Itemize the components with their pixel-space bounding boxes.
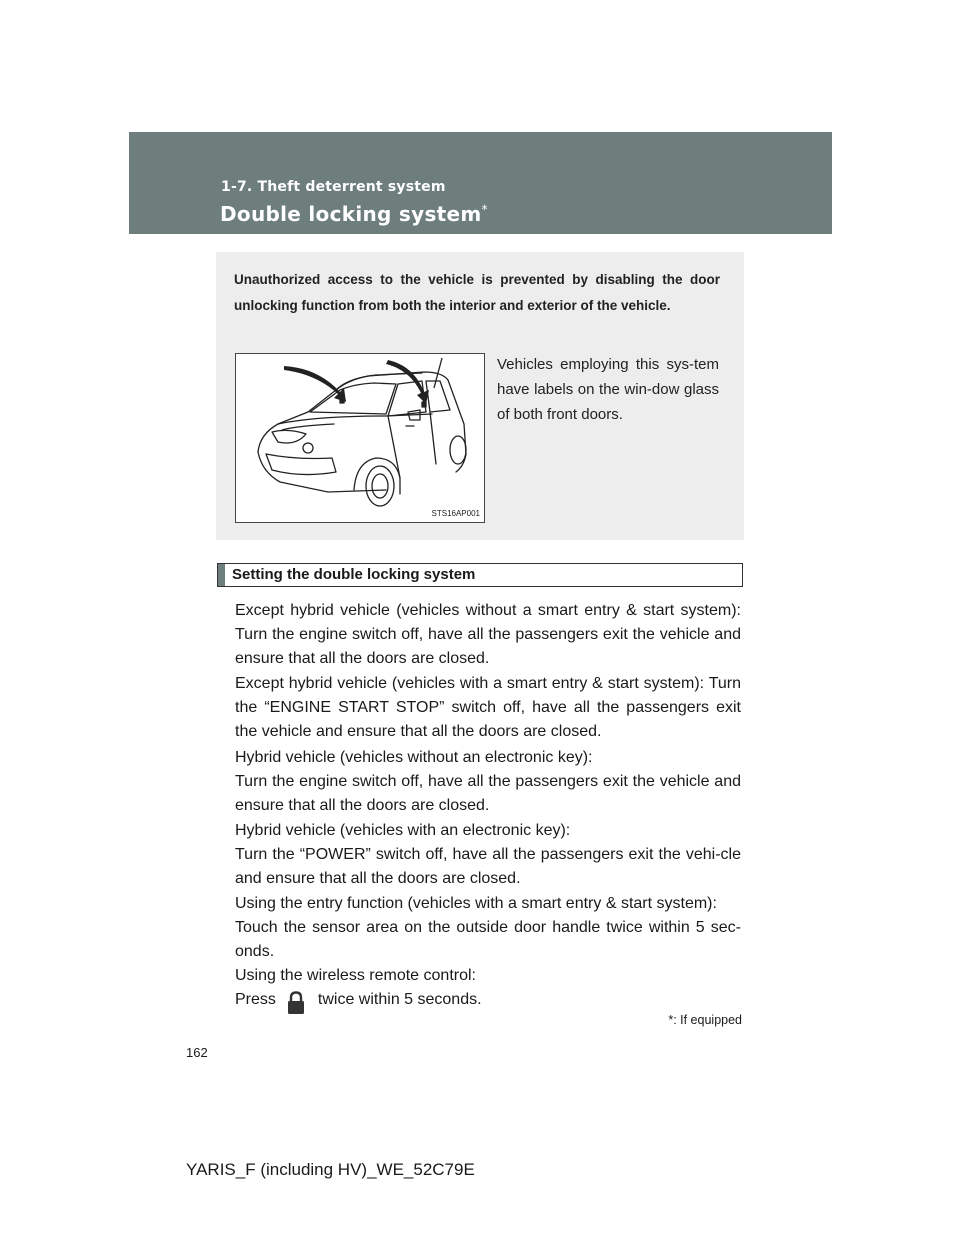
lock-icon (283, 990, 309, 1016)
paragraph-hybrid-no-key-condition: Hybrid vehicle (vehicles without an electronic key): (235, 749, 593, 766)
car-illustration (235, 353, 485, 523)
paragraph-entry-condition: Using the entry function (vehicles with a smart entry & start system): (235, 895, 717, 912)
paragraph-smart-entry: Except hybrid vehicle (vehicles with a smart entry & start system): Turn the “ENGINE START STOP” switch off, have all the passengers exit the vehicle and ensure that all the doors are closed. (235, 675, 741, 740)
intro-box (216, 252, 744, 540)
paragraph-no-smart-entry: Except hybrid vehicle (vehicles without a smart entry & start system): Turn the engine switch off, have all the passengers exit the vehicle and ensure that all the doors are closed. (235, 602, 741, 667)
paragraph-remote (235, 988, 741, 1012)
page-number: 162 (186, 1045, 208, 1060)
heading-accent-bar (218, 564, 225, 586)
chapter-header (129, 132, 832, 234)
paragraph-hybrid-key: Turn the “POWER” switch off, have all the passengers exit the vehi-cle and ensure that all the doors are closed. (235, 846, 741, 887)
section-heading: Setting the double locking system (232, 566, 476, 583)
footnote: *: If equipped (668, 1013, 742, 1027)
paragraph-remote-condition: Using the wireless remote control: (235, 967, 476, 984)
press-rest-text: twice within 5 seconds. (317, 991, 482, 1008)
car-drawing (236, 354, 484, 522)
section-label: 1-7. Theft deterrent system (221, 179, 446, 195)
paragraph-hybrid-key-condition: Hybrid vehicle (vehicles with an electronic key): (235, 822, 571, 839)
figure-caption: Vehicles employing this sys-tem have labels on the win-dow glass of both front doors. (497, 356, 719, 423)
figure-id: STS16AP001 (431, 509, 480, 518)
paragraph-entry-function: Touch the sensor area on the outside door handle twice within 5 sec-onds. (235, 919, 741, 960)
press-text: Press (235, 991, 276, 1008)
page-title (220, 202, 488, 226)
section-heading-box (217, 563, 743, 587)
document-id: YARIS_F (including HV)_WE_52C79E (186, 1160, 475, 1179)
intro-text: Unauthorized access to the vehicle is prevented by disabling the door unlocking function from both the interior and exterior of the vehicle. (234, 272, 720, 313)
equipped-mark: * (481, 202, 488, 217)
paragraph-hybrid-no-key: Turn the engine switch off, have all the passengers exit the vehicle and ensure that all the doors are closed. (235, 773, 741, 814)
page-title-text: Double locking system (220, 202, 482, 226)
